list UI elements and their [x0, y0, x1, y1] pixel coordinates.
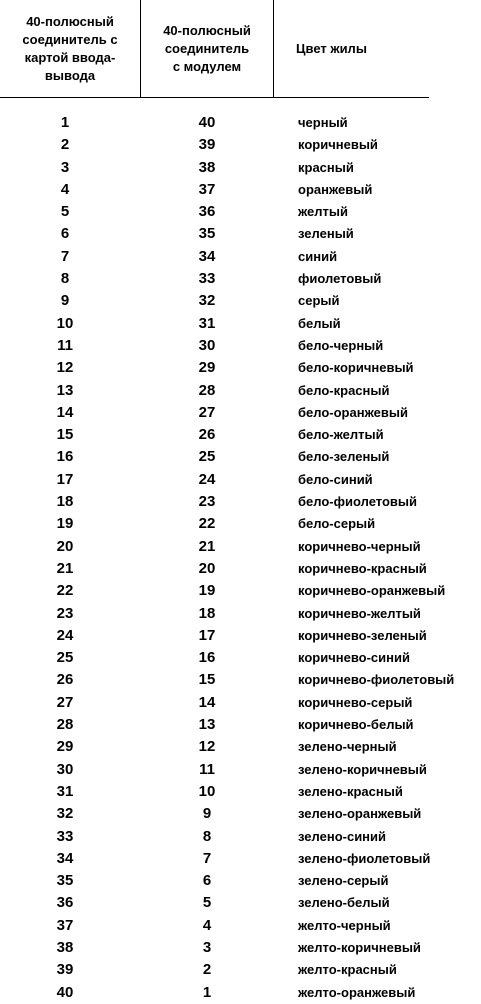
wire-color: коричнево-оранжевый: [298, 583, 446, 599]
io-card-pin-number: 18: [56, 493, 74, 511]
module-pin-number: 31: [198, 314, 216, 332]
module-pin-number: 1: [202, 983, 212, 1001]
module-pin-number: 9: [202, 805, 212, 823]
module-pin-number: 28: [198, 381, 216, 399]
table-row: [0, 290, 481, 312]
module-pin-number: 17: [198, 626, 216, 644]
header-divider: [273, 0, 274, 97]
io-card-pin-number: 2: [60, 136, 70, 154]
table-row: [0, 625, 481, 647]
header-wire-color: [296, 0, 476, 97]
module-pin-number: 38: [198, 158, 216, 176]
wire-color: желто-черный: [298, 917, 391, 933]
table-row: [0, 759, 481, 781]
wire-color: коричнево-белый: [298, 717, 414, 733]
io-card-pin-number: 9: [60, 292, 70, 310]
table-row: [0, 268, 481, 290]
table-row: [0, 112, 481, 134]
table-row: [0, 781, 481, 803]
wire-color: бело-черный: [298, 337, 384, 353]
module-pin-number: 23: [198, 493, 216, 511]
module-pin-number: 8: [202, 827, 212, 845]
io-card-pin-number: 12: [56, 359, 74, 377]
module-pin-number: 5: [202, 894, 212, 912]
io-card-pin-number: 16: [56, 448, 74, 466]
module-pin-number: 4: [202, 916, 212, 934]
io-card-pin-number: 26: [56, 671, 74, 689]
wire-color: бело-красный: [298, 382, 390, 398]
module-pin-number: 27: [198, 403, 216, 421]
wire-color: зеленый: [298, 226, 354, 242]
io-card-pin-number: 40: [56, 983, 74, 1001]
table-row: [0, 469, 481, 491]
wire-color: зелено-белый: [298, 895, 390, 911]
table-body: [0, 112, 481, 1004]
wire-color: желтый: [298, 204, 348, 220]
wire-color: коричневый: [298, 137, 378, 153]
header-underline: [0, 97, 429, 98]
module-pin-number: 40: [198, 114, 216, 131]
module-pin-number: 25: [198, 448, 216, 466]
header-module-connector: [141, 0, 273, 97]
header-module-connector-label: 40-полюсный соединитель с модулем: [163, 22, 251, 74]
wire-color: оранжевый: [298, 181, 373, 197]
module-pin-number: 34: [198, 247, 216, 265]
module-pin-number: 12: [198, 738, 216, 756]
io-card-pin-number: 21: [56, 559, 74, 577]
module-pin-number: 26: [198, 426, 216, 444]
table-row: [0, 380, 481, 402]
io-card-pin-number: 17: [56, 470, 74, 488]
io-card-pin-number: 23: [56, 604, 74, 622]
wire-color: коричнево-желтый: [298, 605, 421, 621]
header-wire-color-label: Цвет жилы: [296, 40, 367, 56]
io-card-pin-number: 32: [56, 805, 74, 823]
table-row: [0, 335, 481, 357]
io-card-pin-number: 28: [56, 716, 74, 734]
table-row: [0, 669, 481, 691]
io-card-pin-number: 1: [60, 114, 70, 131]
table-row: [0, 424, 481, 446]
table-row: [0, 580, 481, 602]
wire-color: бело-синий: [298, 471, 373, 487]
io-card-pin-number: 6: [60, 225, 70, 243]
module-pin-number: 30: [198, 336, 216, 354]
io-card-pin-number: 31: [56, 782, 74, 800]
module-pin-number: 3: [202, 938, 212, 956]
wire-color: коричнево-синий: [298, 650, 410, 666]
io-card-pin-number: 35: [56, 872, 74, 890]
module-pin-number: 14: [198, 693, 216, 711]
table-row: [0, 647, 481, 669]
wire-color: зелено-коричневый: [298, 761, 427, 777]
table-row: [0, 937, 481, 959]
io-card-pin-number: 36: [56, 894, 74, 912]
table-row: [0, 714, 481, 736]
io-card-pin-number: 13: [56, 381, 74, 399]
wire-color: желто-оранжевый: [298, 984, 416, 1000]
module-pin-number: 32: [198, 292, 216, 310]
io-card-pin-number: 37: [56, 916, 74, 934]
io-card-pin-number: 3: [60, 158, 70, 176]
module-pin-number: 21: [198, 537, 216, 555]
table-row: [0, 892, 481, 914]
io-card-pin-number: 22: [56, 582, 74, 600]
table-row: [0, 313, 481, 335]
io-card-pin-number: 38: [56, 938, 74, 956]
table-row: [0, 446, 481, 468]
table-row: [0, 959, 481, 981]
table-header: [0, 0, 481, 97]
table-row: [0, 201, 481, 223]
module-pin-number: 16: [198, 649, 216, 667]
header-io-card-connector-label: 40-полюсный соединитель с картой ввода- вывода: [22, 13, 118, 83]
io-card-pin-number: 15: [56, 426, 74, 444]
table-row: [0, 223, 481, 245]
module-pin-number: 15: [198, 671, 216, 689]
io-card-pin-number: 10: [56, 314, 74, 332]
wire-color: бело-зеленый: [298, 449, 390, 465]
module-pin-number: 36: [198, 203, 216, 221]
io-card-pin-number: 29: [56, 738, 74, 756]
io-card-pin-number: 34: [56, 849, 74, 867]
io-card-pin-number: 7: [60, 247, 70, 265]
wire-color: красный: [298, 159, 354, 175]
table-row: [0, 915, 481, 937]
module-pin-number: 2: [202, 961, 212, 979]
wire-color: бело-оранжевый: [298, 404, 408, 420]
wire-color: зелено-фиолетовый: [298, 850, 431, 866]
table-row: [0, 558, 481, 580]
table-row: [0, 803, 481, 825]
wire-color: черный: [298, 115, 348, 130]
wire-color: бело-коричневый: [298, 360, 414, 376]
table-row: [0, 157, 481, 179]
io-card-pin-number: 14: [56, 403, 74, 421]
table-row: [0, 513, 481, 535]
wire-color: коричнево-красный: [298, 560, 427, 576]
wire-color: бело-желтый: [298, 427, 384, 443]
io-card-pin-number: 19: [56, 515, 74, 533]
io-card-pin-number: 4: [60, 180, 70, 198]
module-pin-number: 18: [198, 604, 216, 622]
wire-color: желто-красный: [298, 962, 397, 978]
wire-color: желто-коричневый: [298, 939, 421, 955]
module-pin-number: 39: [198, 136, 216, 154]
io-card-pin-number: 39: [56, 961, 74, 979]
wire-color: зелено-черный: [298, 739, 397, 755]
wire-color: зелено-серый: [298, 873, 389, 889]
table-row: [0, 246, 481, 268]
wire-color: зелено-оранжевый: [298, 806, 422, 822]
wire-color: коричнево-серый: [298, 694, 413, 710]
wire-color: бело-фиолетовый: [298, 494, 417, 510]
io-card-pin-number: 11: [57, 336, 73, 354]
wire-color: коричнево-зеленый: [298, 627, 427, 643]
table-row: [0, 736, 481, 758]
module-pin-number: 24: [198, 470, 216, 488]
module-pin-number: 35: [198, 225, 216, 243]
module-pin-number: 6: [202, 872, 212, 890]
io-card-pin-number: 25: [56, 649, 74, 667]
wire-color: бело-серый: [298, 516, 376, 532]
wire-color: зелено-синий: [298, 828, 387, 844]
module-pin-number: 19: [198, 582, 216, 600]
wire-color: зелено-красный: [298, 783, 403, 799]
wire-color: серый: [298, 293, 340, 309]
header-io-card-connector: [0, 0, 140, 97]
wire-color: фиолетовый: [298, 271, 382, 287]
io-card-pin-number: 27: [56, 693, 74, 711]
module-pin-number: 22: [198, 515, 216, 533]
module-pin-number: 7: [202, 849, 212, 867]
module-pin-number: 37: [198, 180, 216, 198]
module-pin-number: 13: [198, 716, 216, 734]
table-row: [0, 357, 481, 379]
table-row: [0, 491, 481, 513]
io-card-pin-number: 8: [60, 270, 70, 288]
table-row: [0, 603, 481, 625]
table-row: [0, 179, 481, 201]
module-pin-number: 20: [198, 559, 216, 577]
wire-color: синий: [298, 248, 338, 264]
wire-color: белый: [298, 315, 341, 331]
io-card-pin-number: 20: [56, 537, 74, 555]
wire-color: коричнево-черный: [298, 538, 421, 554]
table-row: [0, 870, 481, 892]
io-card-pin-number: 33: [56, 827, 74, 845]
io-card-pin-number: 5: [60, 203, 70, 221]
module-pin-number: 10: [198, 782, 216, 800]
table-row: [0, 982, 481, 1004]
table-row: [0, 848, 481, 870]
module-pin-number: 11: [199, 760, 215, 778]
io-card-pin-number: 24: [56, 626, 74, 644]
table-row: [0, 402, 481, 424]
module-pin-number: 29: [198, 359, 216, 377]
table-row: [0, 134, 481, 156]
wire-color: коричнево-фиолетовый: [298, 672, 455, 688]
table-row: [0, 536, 481, 558]
table-row: [0, 826, 481, 848]
module-pin-number: 33: [198, 270, 216, 288]
table-row: [0, 692, 481, 714]
io-card-pin-number: 30: [56, 760, 74, 778]
